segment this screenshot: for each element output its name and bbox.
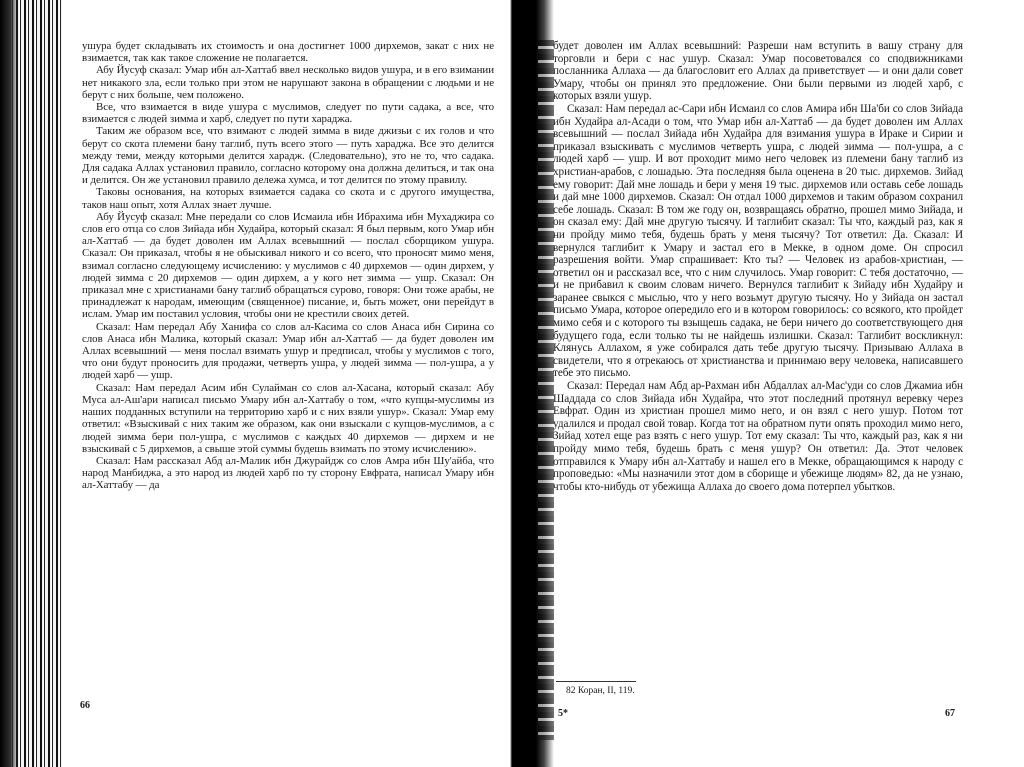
page-number-left: 66: [80, 700, 90, 711]
paragraph: Все, что взимается в виде ушура с муслимов, следует по пути садака, а все, что взимается с людей зимма и харб, следует по пути хараджа.: [82, 101, 494, 126]
scan-shadow-left: [0, 0, 62, 767]
paragraph: Сказал: Нам передал Абу Ханифа со слов ал-Касима со слов Анаса ибн Сирина со слов Анаса ибн Малика, который сказал: Умар ибн ал-Хаттаб — да будет доволен им Аллах всевышний — меня послал взимать ушур и предписал, чтобы у муслимов с того, что они будут проносить для продажи, четверть ушра, у людей зимма — пол-ушра, а у людей харб — ушр.: [82, 320, 494, 382]
paragraph: будет доволен им Аллах всевышний: Разреши нам вступить в вашу страну для торговли и бери с нас ушур. Сказал: Умар посоветовался со сподвижниками посланника Аллаха — да благословит его Аллах да приветствует — и они дали совет Умару, чтобы он принял это предложение. Они были первыми из людей харб, с которых взяли ушур.: [553, 40, 963, 103]
paragraph: Сказал: Нам рассказал Абд ал-Малик ибн Джурайдж со слов Амра ибн Шу'айба, что народ Манбиджа, а это народ из людей харб по ту сторону Евфрата, написал Умару ибн ал-Хаттабу — да: [82, 454, 494, 492]
signature-mark: 5*: [558, 708, 568, 719]
paragraph: Сказал: Передал нам Абд ар-Рахман ибн Абдаллах ал-Мас'уди со слов Джамиа ибн Шаддада со слов Зийада ибн Худайра, что этот последний протянул веревку через Евфрат. Один из христиан прошел мимо него, и он взял с него ушур. Потом тот удалился и продал свой товар. Когда тот на обратном пути опять проходил мимо него, Зийад хотел еще раз взять с него ушур. Тот ему сказал: Ты что, каждый раз, как я ни пройду мимо тебя, будешь брать с меня ушур? Он ответил: Да. Этот человек отправился к Умару ибн ал-Хаттабу и нашел его в Мекке, обращающимся к народу с проповедью: «Мы назначили этот дом в сборище и убежище людям» 82, да не узнаю, чтобы кто-нибудь от убежища Аллаха до своего дома потерпел убытков.: [553, 380, 963, 493]
paragraph: Таким же образом все, что взимают с людей зимма в виде джизьи с их голов и что берут со скота племени бану таглиб, путь всего этого — путь хараджа. Все это делится между теми, между которыми делится харадж. (Следовательно), это не то, что садака. Для садака Аллах установил правило, согласно которому она должна делиться, и так она и делится. Он же установил правило дележа хумса, и тот делится по этому правилу.: [82, 125, 494, 187]
left-page: [82, 40, 494, 492]
right-page-body: [553, 40, 963, 493]
footnote-rule: [556, 681, 636, 682]
paragraph: Таковы основания, на которых взимается садака со скота и с другого имущества, таков наш опыт, хотя Аллах знает лучше.: [82, 186, 494, 211]
page-number-right: 67: [945, 708, 955, 719]
gutter-shadow: [538, 40, 554, 740]
paragraph: Абу Йусуф сказал: Мне передали со слов Исмаила ибн Ибрахима ибн Мухаджира со слов его отца со слов Зийада ибн Худайра, который сказал: Я был первым, кого Умар ибн ал-Хаттаб — да будет доволен им Аллах всевышний — послал сборщиком ушура. Сказал: Он приказал, чтобы я не обыскивал никого и со всего, что проносят мимо меня, взимал согласно следующему исчислению: у муслимов с 40 дирхемов — один дирхем, у людей зимма с 20 дирхемов — один дирхем, а у кого нет зимма — ушр. Сказал: Он приказал мне с христианами бану таглиб обращаться сурово, говоря: Они тоже арабы, не принадлежат к народам, имеющим (священное) писание, и, быть может, они перейдут в ислам. Умар им поставил условия, чтобы они не крестили своих детей.: [82, 210, 494, 321]
right-page: [553, 40, 963, 493]
footnote: 82 Коран, II, 119.: [566, 686, 635, 696]
left-page-body: [82, 40, 494, 492]
paragraph: ушура будет складывать их стоимость и она достигнет 1000 дирхемов, закат с них не взимается, так как такое сложение не полагается.: [82, 40, 494, 65]
paragraph: Сказал: Нам передал Асим ибн Сулайман со слов ал-Хасана, который сказал: Абу Муса ал-Аш'ари написал письмо Умару ибн ал-Хаттабу о том, «что купцы-муслимы из наших подданных вступили на территорию харб и с них взяли ушур». Сказал: Умар ему ответил: «Взыскивай с них таким же образом, как они взыскали с купцов-муслимов, а с людей зимма бери пол-ушра, с муслимов с каждых 40 дирхемов — дирхем и не взыскивай с 5 дирхемов, а свыше этой суммы будешь взимать по этому исчислению».: [82, 381, 494, 455]
paragraph: Абу Йусуф сказал: Умар ибн ал-Хаттаб ввел несколько видов ушура, и в его взимании нет никакого зла, если только при этом не нарушают закона в обращении с людьми и не берут с них больше, чем положено.: [82, 64, 494, 101]
paragraph: Сказал: Нам передал ас-Сари ибн Исмаил со слов Амира ибн Ша'би со слов Зийада ибн Худайра ал-Асади о том, что Умар ибн ал-Хаттаб — да будет доволен им Аллах всевышний — послал Зийада ибн Худайра для взимания ушура в Ираке и Сирии и приказал взыскивать с муслимов четверть ушра, с людей зимма — пол-ушра, а с людей харб — ушр. И вот проходит мимо него человек из племени бану таглиб из христиан-арабов, с лошадью. Эта последняя была оценена в 20 тыс. дирхемов. Зийад ему говорит: Дай мне лошадь и бери у меня 19 тыс. дирхемов или оставь себе лошадь и дай мне 1000 дирхемов. Сказал: Он отдал 1000 дирхемов и таким образом сохранил себе лошадь. Сказал: В том же году он, возвращаясь обратно, прошел мимо Зийада, и он сказал ему: Дай мне другую тысячу. И таглибит сказал: Ты что, каждый раз, как я ни пройду мимо тебя, будешь брать у меня тысячу? Тот ответил: Да. Сказал: И вернулся таглибит к Умару и застал его в Мекке, в одном доме. Он спросил разрешения войти. Умар спрашивает: Кто ты? — Человек из арабов-христиан, — ответил он и рассказал все, что с ним случилось. Умар говорит: С тебя достаточно, — и не прибавил к своим словам ничего. Вернулся таглибит к Зийаду ибн Худайру и заранее свыкся с мыслью, что у него возьмут другую тысячу. Но у Зийада он застал письмо Умара, которое опередило его и в котором говорилось: со всякого, кто пройдет мимо себя и с которого ты взыщешь садака, не бери ничего до соответствующего дня будущего года, если только ты не найдешь излишки. Сказал: Таглибит воскликнул: Клянусь Аллахом, я уже собирался дать тебе другую тысячу. Призываю Аллаха в свидетели, что я отрекаюсь от христианства и принимаю веру человека, написавшего тебе это письмо.: [553, 102, 963, 380]
